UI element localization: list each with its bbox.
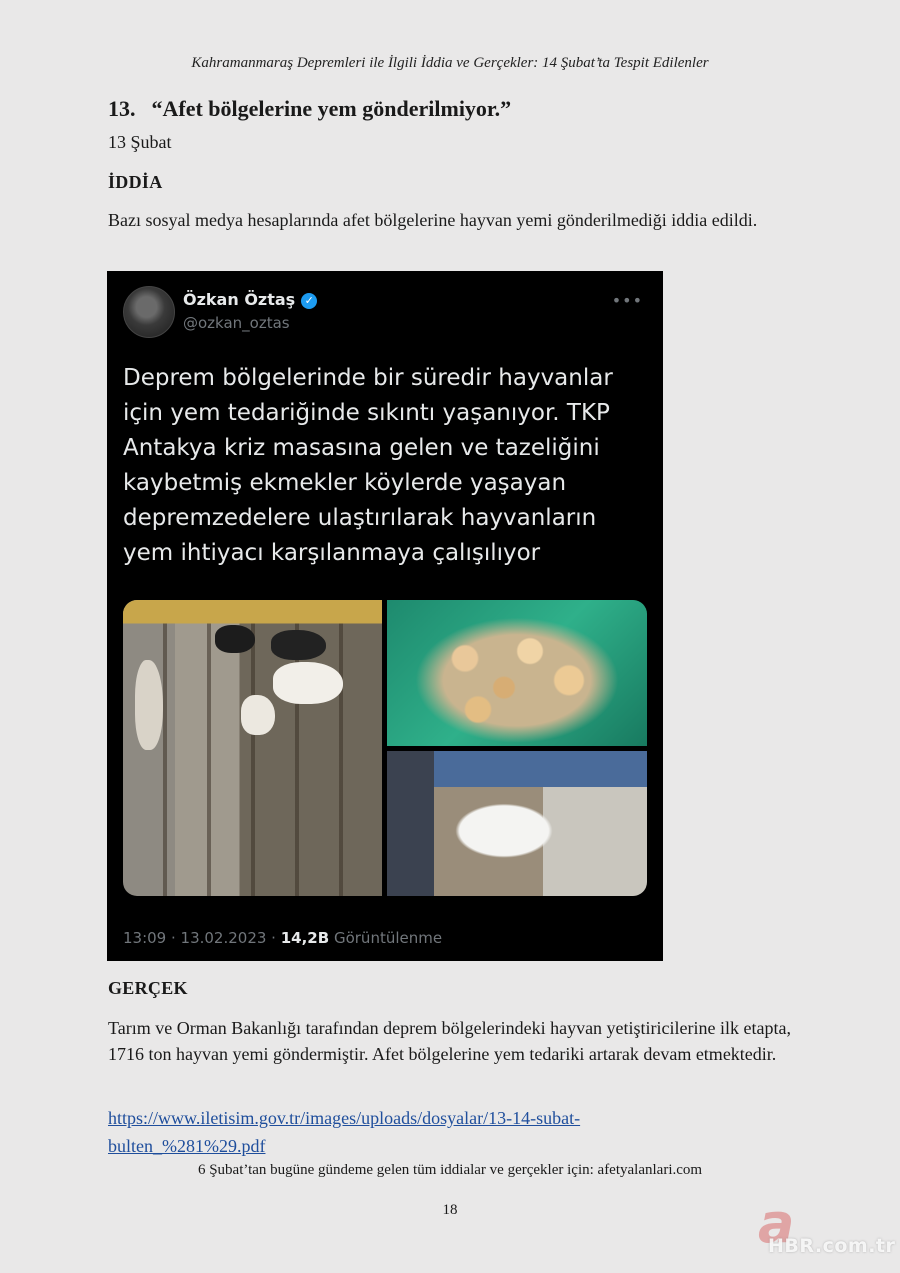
running-header: Kahramanmaraş Depremleri ile İlgili İddia ve Gerçekler: 14 Şubat’ta Tespit Edilenler: [191, 55, 709, 71]
tweet-author-name: Özkan Öztaş: [183, 290, 296, 309]
source-link[interactable]: https://www.iletisim.gov.tr/images/uploads/dosyalar/13-14-subat- bulten_%281%29.pdf: [108, 1108, 581, 1156]
cow-shape: [241, 695, 275, 735]
photo-bread-sack[interactable]: [387, 751, 647, 896]
tweet-media-grid: [123, 600, 647, 896]
claim-paragraph: Bazı sosyal medya hesaplarında afet bölgelerine hayvan yemi gönderilmediği iddia edildi.: [108, 210, 758, 230]
cow-shape: [215, 625, 255, 653]
embedded-tweet: [107, 271, 663, 961]
photo-cattle-barn[interactable]: [123, 600, 382, 896]
footer-note: 6 Şubat’tan bugüne gündeme gelen tüm iddialar ve gerçekler için: afetyalanlari.com: [197, 1162, 703, 1178]
tweet-timestamp: 13:09 · 13.02.2023 ·: [123, 929, 276, 947]
section-heading: [108, 96, 511, 122]
tweet-meta: [123, 929, 442, 947]
cow-shape: [271, 630, 326, 660]
fact-paragraph: Tarım ve Orman Bakanlığı tarafından deprem bölgelerindeki hayvan yetiştiricilerine ilk etapta, 1716 ton hayvan yemi göndermiştir. Afet bölgelerine yem tedariki artarak devam etmektedir.: [108, 1018, 791, 1064]
tweet-views-count: 14,2B: [280, 929, 330, 947]
hbr-watermark-logo: [758, 1192, 898, 1260]
watermark-text: HBR.com.tr: [768, 1235, 896, 1257]
section-title: “Afet bölgelerine yem gönderilmiyor.”: [151, 96, 512, 121]
watermark-letter: a: [758, 1192, 795, 1255]
fact-label: GERÇEK: [108, 978, 188, 998]
more-options-icon[interactable]: •••: [611, 291, 643, 310]
tweet-author: [183, 290, 317, 309]
tweet-author-handle: @ozkan_oztas: [183, 314, 290, 332]
cow-shape: [273, 662, 343, 704]
avatar: [123, 286, 175, 338]
tweet-views-label: Görüntülenme: [333, 929, 443, 947]
verified-badge-icon: ✓: [301, 293, 317, 309]
page-number: 18: [442, 1202, 458, 1218]
tweet-text: Deprem bölgelerinde bir süredir hayvanlar için yem tedariğinde sıkıntı yaşanıyor. TKP Antakya kriz masasına gelen ve tazeliğini kaybetmiş ekmekler köylerde yaşayan depremzedelere ulaştırılarak hayvanların yem ihtiyacı karşılanmaya çalışılıyor: [123, 365, 613, 566]
cow-shape: [135, 660, 163, 750]
section-number: 13.: [108, 96, 136, 121]
claim-label: İDDİA: [108, 172, 163, 192]
claim-date: 13 Şubat: [108, 132, 172, 152]
photo-bread-bag[interactable]: [387, 600, 647, 746]
